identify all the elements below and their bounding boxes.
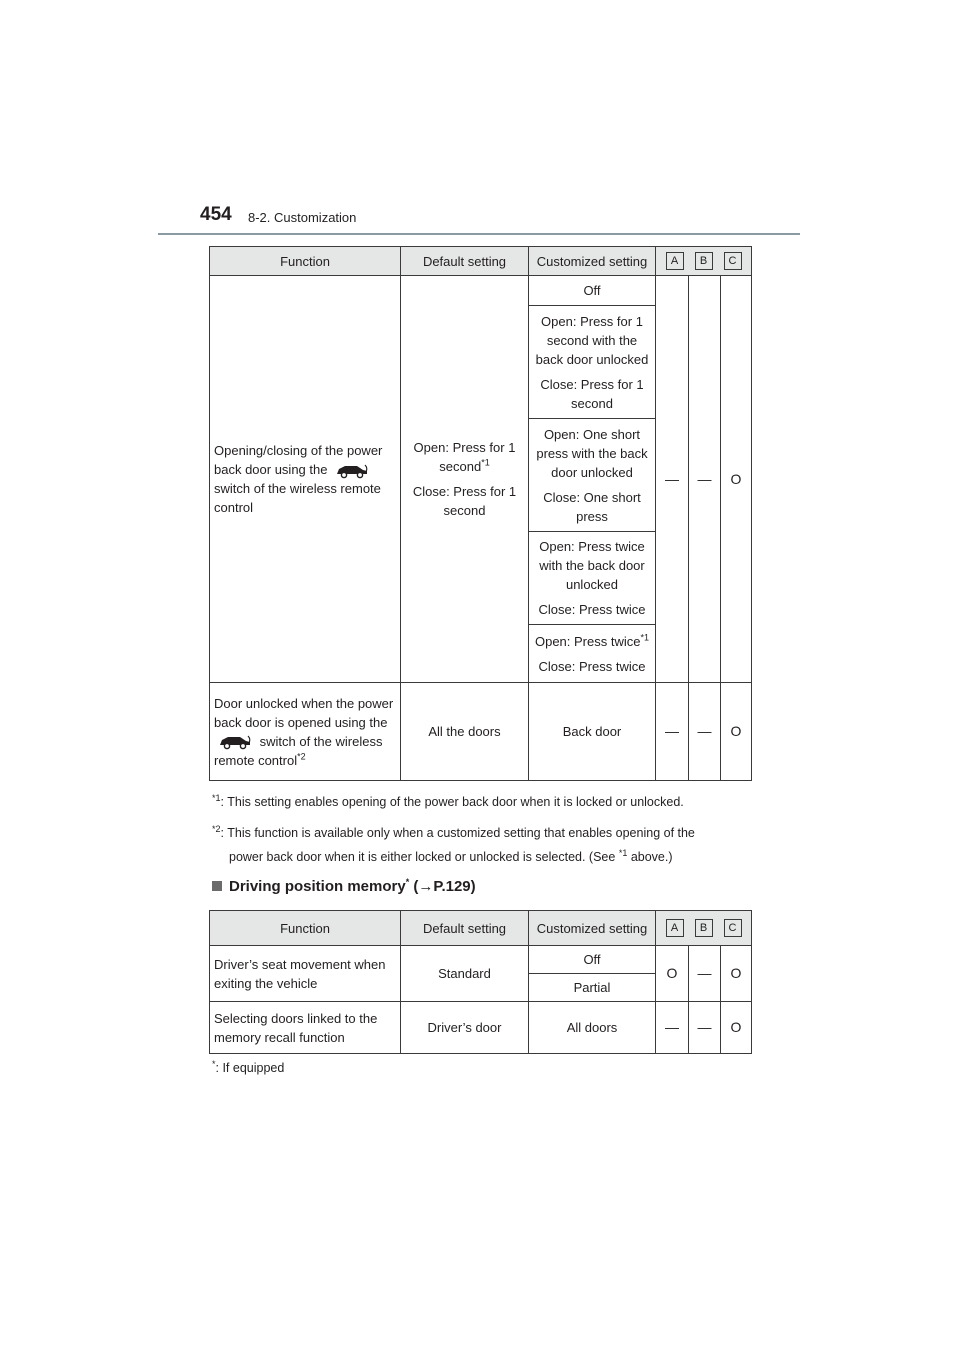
table-row xyxy=(210,1002,752,1054)
col-b: B xyxy=(695,919,713,937)
default-open: Open: Press for 1 second xyxy=(413,440,516,474)
footnote-text-end: above.) xyxy=(630,850,673,864)
table-row xyxy=(210,276,752,306)
power-back-door-icon xyxy=(335,463,369,479)
col-a: A xyxy=(666,919,684,937)
footnote-text: : This setting enables opening of the power back door when it is locked or unlocked. xyxy=(220,795,684,809)
page-reference-link[interactable]: (→P.129) xyxy=(413,878,476,895)
footnote-ref: *1 xyxy=(481,457,490,468)
footnote-ref: *2 xyxy=(297,751,306,762)
col-c: C xyxy=(724,919,742,937)
cell-b: — xyxy=(689,1002,721,1054)
function-text-cont: switch of the wireless remote control xyxy=(214,481,381,515)
footnote-2 xyxy=(212,821,695,869)
col-function: Function xyxy=(210,911,401,946)
footnote-text: : This function is available only when a customized setting that enables opening of the xyxy=(220,826,695,840)
cell-a: — xyxy=(656,276,689,683)
function-cell: Driver’s seat movement when exiting the vehicle xyxy=(210,946,401,1002)
footnote-text: : If equipped xyxy=(215,1061,285,1075)
square-bullet-icon xyxy=(212,881,222,891)
function-cell: Selecting doors linked to the memory recall function xyxy=(210,1002,401,1054)
subheading-driving-position-memory xyxy=(212,878,476,895)
function-text: Door unlocked when the power back door is opened using the xyxy=(214,695,394,730)
cell-b: — xyxy=(689,683,721,781)
col-c: C xyxy=(724,252,742,270)
option-4-close: Close: Press twice xyxy=(538,658,646,674)
col-default: Default setting xyxy=(401,911,529,946)
function-text: Opening/closing of the power back door using the xyxy=(214,443,383,477)
back-door-settings-table xyxy=(209,246,752,781)
col-b: B xyxy=(695,252,713,270)
option-2-close: Close: One short press xyxy=(543,489,641,524)
col-abc xyxy=(656,247,752,276)
footnote-mark: * xyxy=(212,1058,216,1069)
section-title: 8-2. Customization xyxy=(248,210,357,225)
table-header-row xyxy=(210,911,752,946)
cell-b: — xyxy=(689,276,721,683)
function-cell xyxy=(210,683,401,781)
footnote-ref: *1 xyxy=(640,632,649,643)
cell-b: — xyxy=(689,946,721,1002)
default-cell: Standard xyxy=(401,946,529,1002)
option-3-close: Close: Press twice xyxy=(538,602,646,617)
table-header-row xyxy=(210,247,752,276)
subheading-sup: * xyxy=(405,877,410,887)
cell-c: O xyxy=(721,276,752,683)
function-cell xyxy=(210,276,401,683)
option-3 xyxy=(529,532,656,625)
option-3-open: Open: Press twice with the back door unlocked xyxy=(539,539,645,592)
header-rule xyxy=(158,233,800,235)
option-2 xyxy=(529,419,656,532)
option-4-open: Open: Press twice xyxy=(534,633,641,649)
footnote-mark: *1 xyxy=(212,792,221,803)
function-text-cont: switch of the wireless remote control xyxy=(214,733,383,768)
cell-a: O xyxy=(656,946,689,1002)
table-row xyxy=(210,683,752,781)
col-abc xyxy=(656,911,752,946)
default-cell: All the doors xyxy=(401,683,529,781)
col-customized: Customized setting xyxy=(529,911,656,946)
subheading-text: Driving position memory xyxy=(229,878,406,895)
page-number: 454 xyxy=(200,204,232,225)
option-partial: Partial xyxy=(529,974,656,1002)
cell-c: O xyxy=(721,683,752,781)
power-back-door-icon xyxy=(218,734,252,750)
option-off: Off xyxy=(529,946,656,974)
option-1 xyxy=(529,306,656,419)
col-function: Function xyxy=(210,247,401,276)
cell-a: — xyxy=(656,1002,689,1054)
default-close: Close: Press for 1 second xyxy=(412,484,517,518)
col-customized: Customized setting xyxy=(529,247,656,276)
option-4 xyxy=(529,625,656,683)
table-row xyxy=(210,946,752,974)
footnote-1 xyxy=(212,790,684,814)
footnote-if-equipped xyxy=(212,1056,284,1080)
footnote-ref: *1 xyxy=(618,847,628,858)
default-cell xyxy=(401,276,529,683)
default-cell: Driver’s door xyxy=(401,1002,529,1054)
cell-c: O xyxy=(721,946,752,1002)
option-1-open: Open: Press for 1 second with the back door unlocked xyxy=(535,313,649,367)
cell-a: — xyxy=(656,683,689,781)
driving-position-memory-table xyxy=(209,910,752,1054)
col-default: Default setting xyxy=(401,247,529,276)
col-a: A xyxy=(666,252,684,270)
customized-cell: All doors xyxy=(529,1002,656,1054)
footnote-mark: *2 xyxy=(212,823,221,834)
cell-c: O xyxy=(721,1002,752,1054)
option-off: Off xyxy=(529,276,656,306)
option-1-close: Close: Press for 1 second xyxy=(540,376,644,411)
customized-cell: Back door xyxy=(529,683,656,781)
option-2-open: Open: One short press with the back door unlocked xyxy=(536,426,648,480)
footnote-text-cont: power back door when it is either locked or unlocked is selected. (See xyxy=(229,850,616,864)
